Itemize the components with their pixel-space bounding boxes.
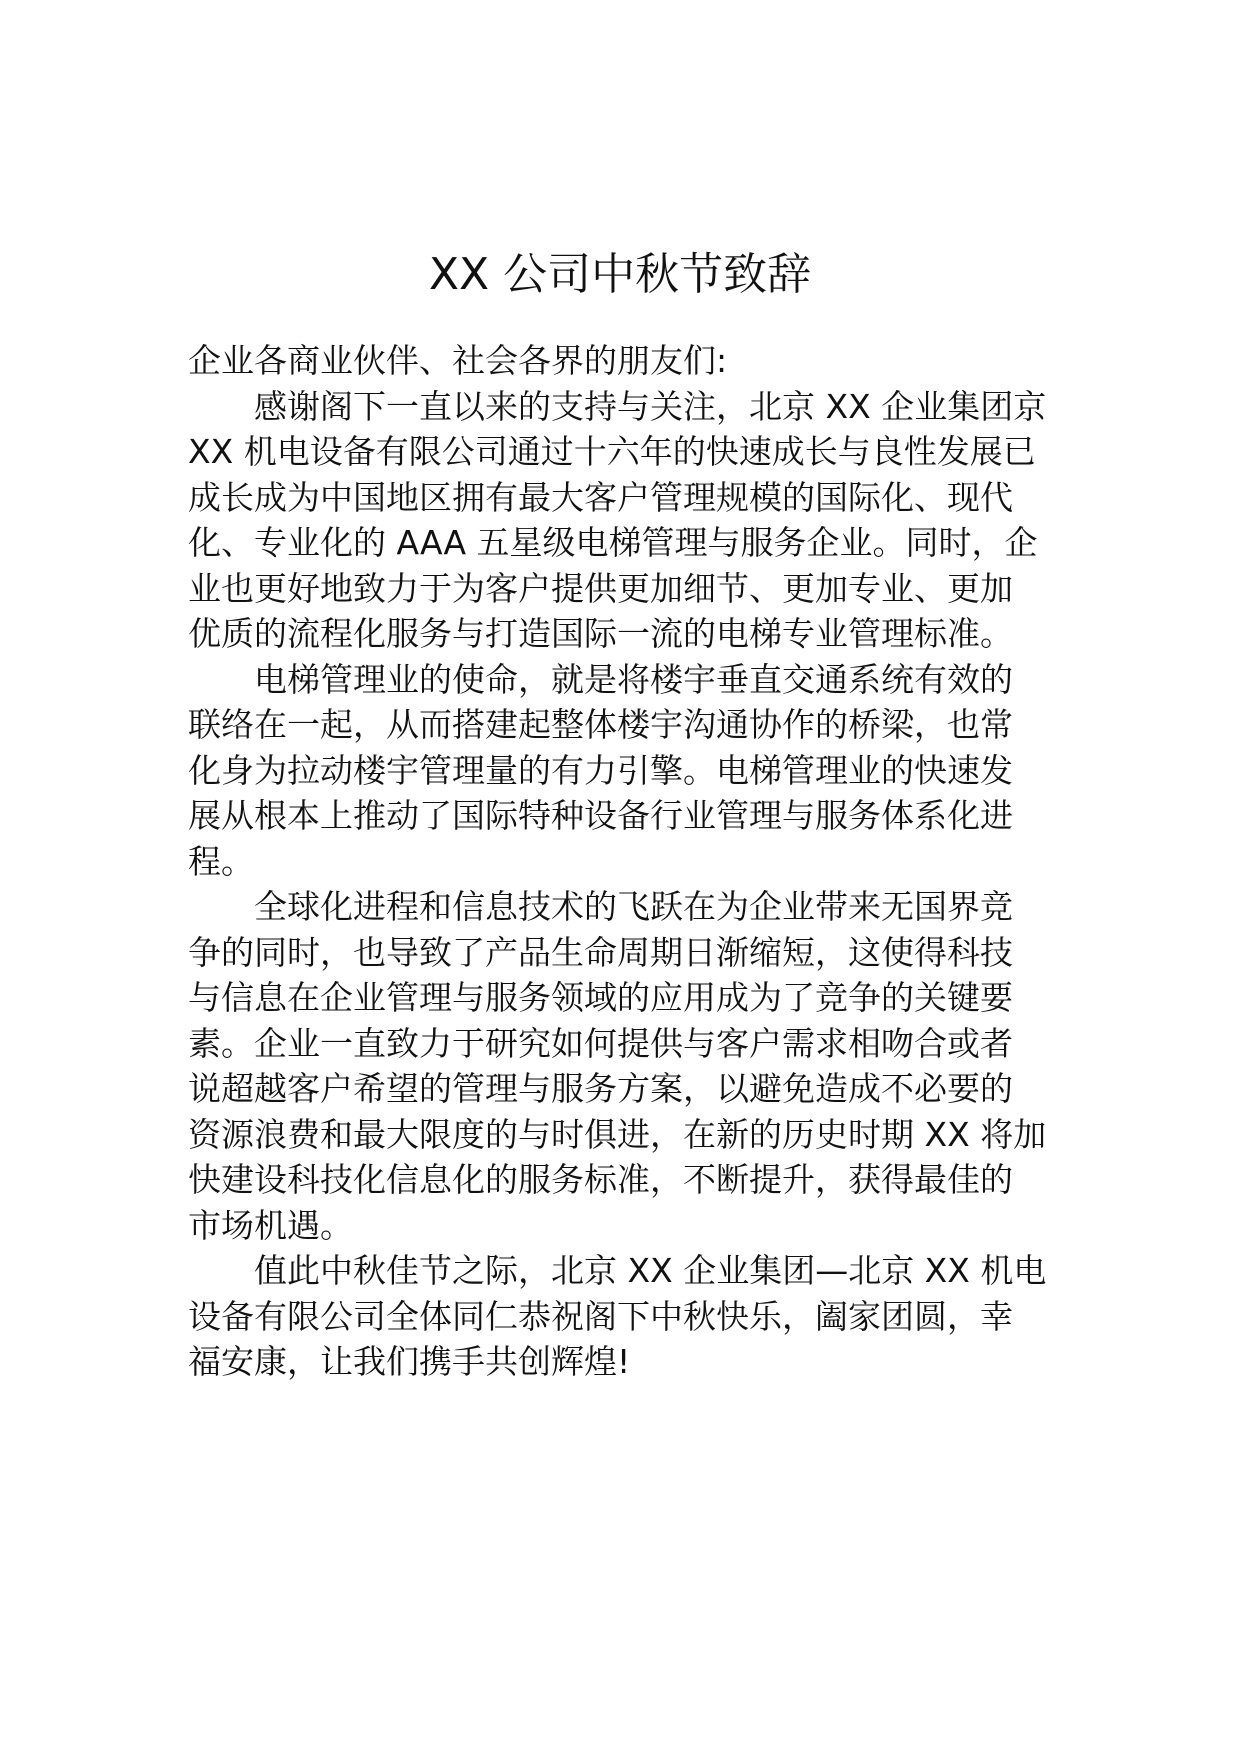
paragraph-line: 设备有限公司全体同仁恭祝阁下中秋快乐，阖家团圆，幸 <box>188 1296 1013 1336</box>
paragraph-line: 全球化进程和信息技术的飞跃在为企业带来无国界竞 <box>254 887 1013 926</box>
paragraph-line: 福安康，让我们携手共创辉煌! <box>188 1342 631 1381</box>
paragraph-line: 程。 <box>188 841 254 881</box>
paragraph-line: 市场机遇。 <box>188 1205 353 1245</box>
paragraph-line: 优质的流程化服务与打造国际一流的电梯专业管理标准。 <box>188 614 1013 653</box>
paragraph-line: 联络在一起，从而搭建起整体楼宇沟通协作的桥梁，也常 <box>188 705 1013 744</box>
paragraph-4 <box>188 1248 1058 1385</box>
paragraph-line: 感谢阁下一直以来的支持与关注，北京 XX 企业集团京 <box>254 386 1047 426</box>
paragraph-line: 电梯管理业的使命，就是将楼宇垂直交通系统有效的 <box>254 659 1013 699</box>
paragraph-line: 业也更好地致力于为客户提供更加细节、更加专业、更加 <box>188 568 1013 608</box>
paragraph-line: 争的同时，也导致了产品生命周期日渐缩短，这使得科技 <box>188 932 1013 972</box>
paragraph-3 <box>188 884 1058 1248</box>
paragraph-line: 化、专业化的 AAA 五星级电梯管理与服务企业。同时，企 <box>188 523 1038 562</box>
paragraph-line: 快建设科技化信息化的服务标准，不断提升，获得最佳的 <box>188 1160 1013 1199</box>
paragraph-line: 化身为拉动楼宇管理量的有力引擎。电梯管理业的快速发 <box>188 750 1013 790</box>
paragraph-line: 值此中秋佳节之际，北京 XX 企业集团—北京 XX 机电 <box>254 1251 1047 1290</box>
salutation: 企业各商业伙伴、社会各界的朋友们: <box>188 341 728 380</box>
paragraph-line: 与信息在企业管理与服务领域的应用成为了竞争的关键要 <box>188 978 1013 1017</box>
document-title: XX 公司中秋节致辞 <box>428 249 812 301</box>
paragraph-line: 展从根本上推动了国际特种设备行业管理与服务体系化进 <box>188 796 1013 835</box>
paragraph-line: 成长成为中国地区拥有最大客户管理规模的国际化、现代 <box>188 477 1013 517</box>
paragraph-2 <box>188 657 1058 885</box>
paragraph-line: 资源浪费和最大限度的与时俱进，在新的历史时期 XX 将加 <box>188 1114 1047 1154</box>
paragraph-1 <box>188 384 1058 657</box>
document-body <box>188 338 1058 1385</box>
paragraph-line: 素。企业一直致力于研究如何提供与客户需求相吻合或者 <box>188 1023 1013 1063</box>
paragraph-line: 说超越客户希望的管理与服务方案，以避免造成不必要的 <box>188 1069 1013 1108</box>
paragraph-line: XX 机电设备有限公司通过十六年的快速成长与良性发展已 <box>188 432 1036 471</box>
